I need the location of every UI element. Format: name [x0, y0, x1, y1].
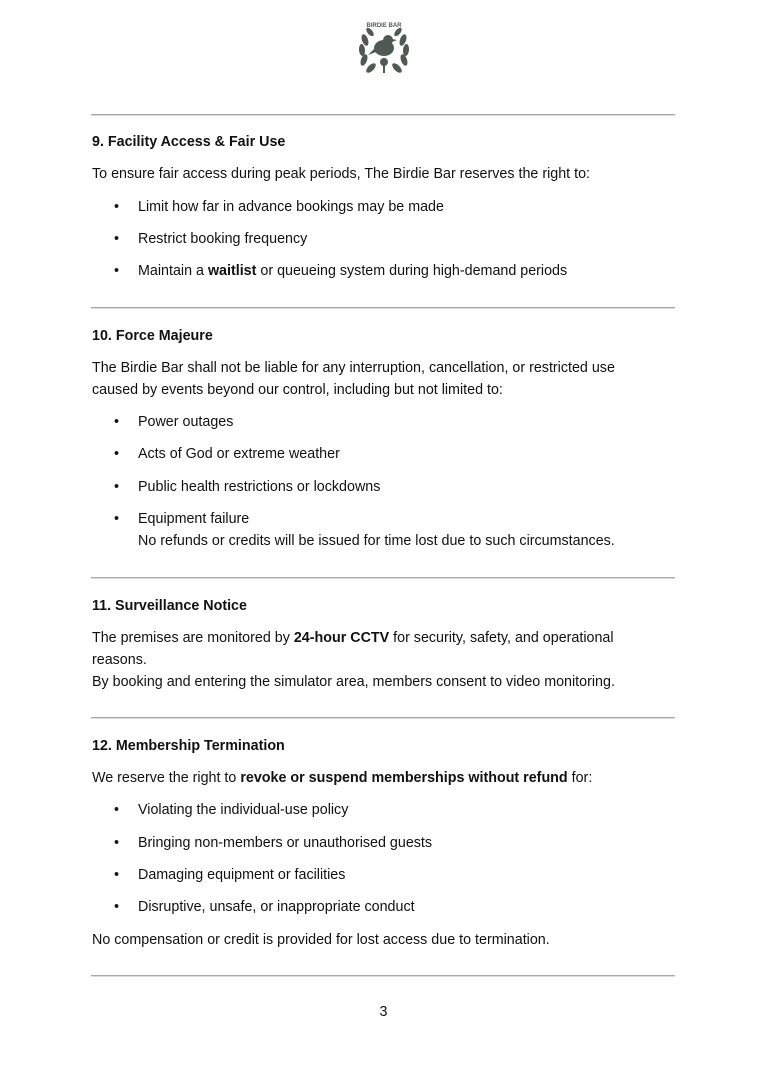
bullet-dot: •: [114, 899, 120, 915]
logo-text: BIRDIE BAR: [366, 23, 402, 29]
section-12-closing: No compensation or credit is provided for lost access due to termination.: [92, 932, 550, 948]
section-10-intro-line-1: The Birdie Bar shall not be liable for any interruption, cancellation, or restricted use: [92, 360, 615, 376]
bullet-dot: •: [114, 802, 120, 818]
para-1-prefix: The premises are monitored by: [92, 630, 294, 646]
section-12-bullet-4: Disruptive, unsafe, or inappropriate conduct: [138, 899, 415, 915]
revoke-emphasis: revoke or suspend memberships without refund: [240, 770, 568, 786]
section-12-bullet-2: Bringing non-members or unauthorised guests: [138, 835, 433, 851]
section-divider: [91, 577, 675, 578]
section-11-para-1: [92, 629, 614, 647]
section-divider: [91, 717, 675, 718]
section-12-heading: 12. Membership Termination: [92, 738, 285, 754]
bullet-dot: •: [114, 446, 120, 462]
section-12-intro: [92, 769, 592, 787]
section-11-heading: 11. Surveillance Notice: [92, 598, 247, 614]
birdie-bar-logo: [356, 18, 412, 78]
section-divider: [91, 975, 675, 976]
section-9-bullet-1: Limit how far in advance bookings may be made: [138, 199, 444, 215]
bullet-dot: •: [114, 479, 120, 495]
waitlist-emphasis: waitlist: [207, 263, 257, 279]
bullet-dot: •: [114, 414, 120, 430]
section-10-bullet-1: Power outages: [138, 414, 234, 430]
section-10-bullet-4: Equipment failure: [138, 511, 250, 527]
bullet-dot: •: [114, 199, 120, 215]
section-9-heading: 9. Facility Access & Fair Use: [92, 134, 286, 150]
bullet-3-prefix: Maintain a: [138, 263, 208, 279]
bird-laurel-logo-icon: [356, 18, 412, 78]
section-10-bullet-2: Acts of God or extreme weather: [138, 446, 340, 462]
section-10-bullet-3: Public health restrictions or lockdowns: [138, 479, 381, 495]
section-12-bullet-1: Violating the individual-use policy: [138, 802, 349, 818]
intro-prefix: We reserve the right to: [92, 770, 241, 786]
bullet-3-suffix: or queueing system during high-demand periods: [256, 263, 568, 279]
section-divider: [91, 114, 675, 115]
para-1-suffix: for security, safety, and operational: [389, 630, 614, 646]
section-11-para-2: By booking and entering the simulator area, members consent to video monitoring.: [92, 674, 615, 690]
section-9-intro: To ensure fair access during peak periods, The Birdie Bar reserves the right to:: [92, 166, 590, 182]
section-10-bullet-4-note: No refunds or credits will be issued for time lost due to such circumstances.: [138, 533, 615, 549]
section-11-para-1-cont: reasons.: [92, 652, 147, 668]
bullet-dot: •: [114, 835, 120, 851]
cctv-emphasis: 24-hour CCTV: [293, 630, 390, 646]
intro-suffix: for:: [567, 770, 593, 786]
section-12-bullet-3: Damaging equipment or facilities: [138, 867, 346, 883]
bullet-dot: •: [114, 511, 120, 527]
page-number: 3: [379, 1004, 388, 1020]
section-10-heading: 10. Force Majeure: [92, 328, 213, 344]
section-9-bullet-3: [138, 262, 567, 280]
bullet-dot: •: [114, 263, 120, 279]
section-9-bullet-2: Restrict booking frequency: [138, 231, 308, 247]
section-10-intro-line-2: caused by events beyond our control, including but not limited to:: [92, 382, 503, 398]
bullet-dot: •: [114, 867, 120, 883]
bullet-dot: •: [114, 231, 120, 247]
section-divider: [91, 307, 675, 308]
